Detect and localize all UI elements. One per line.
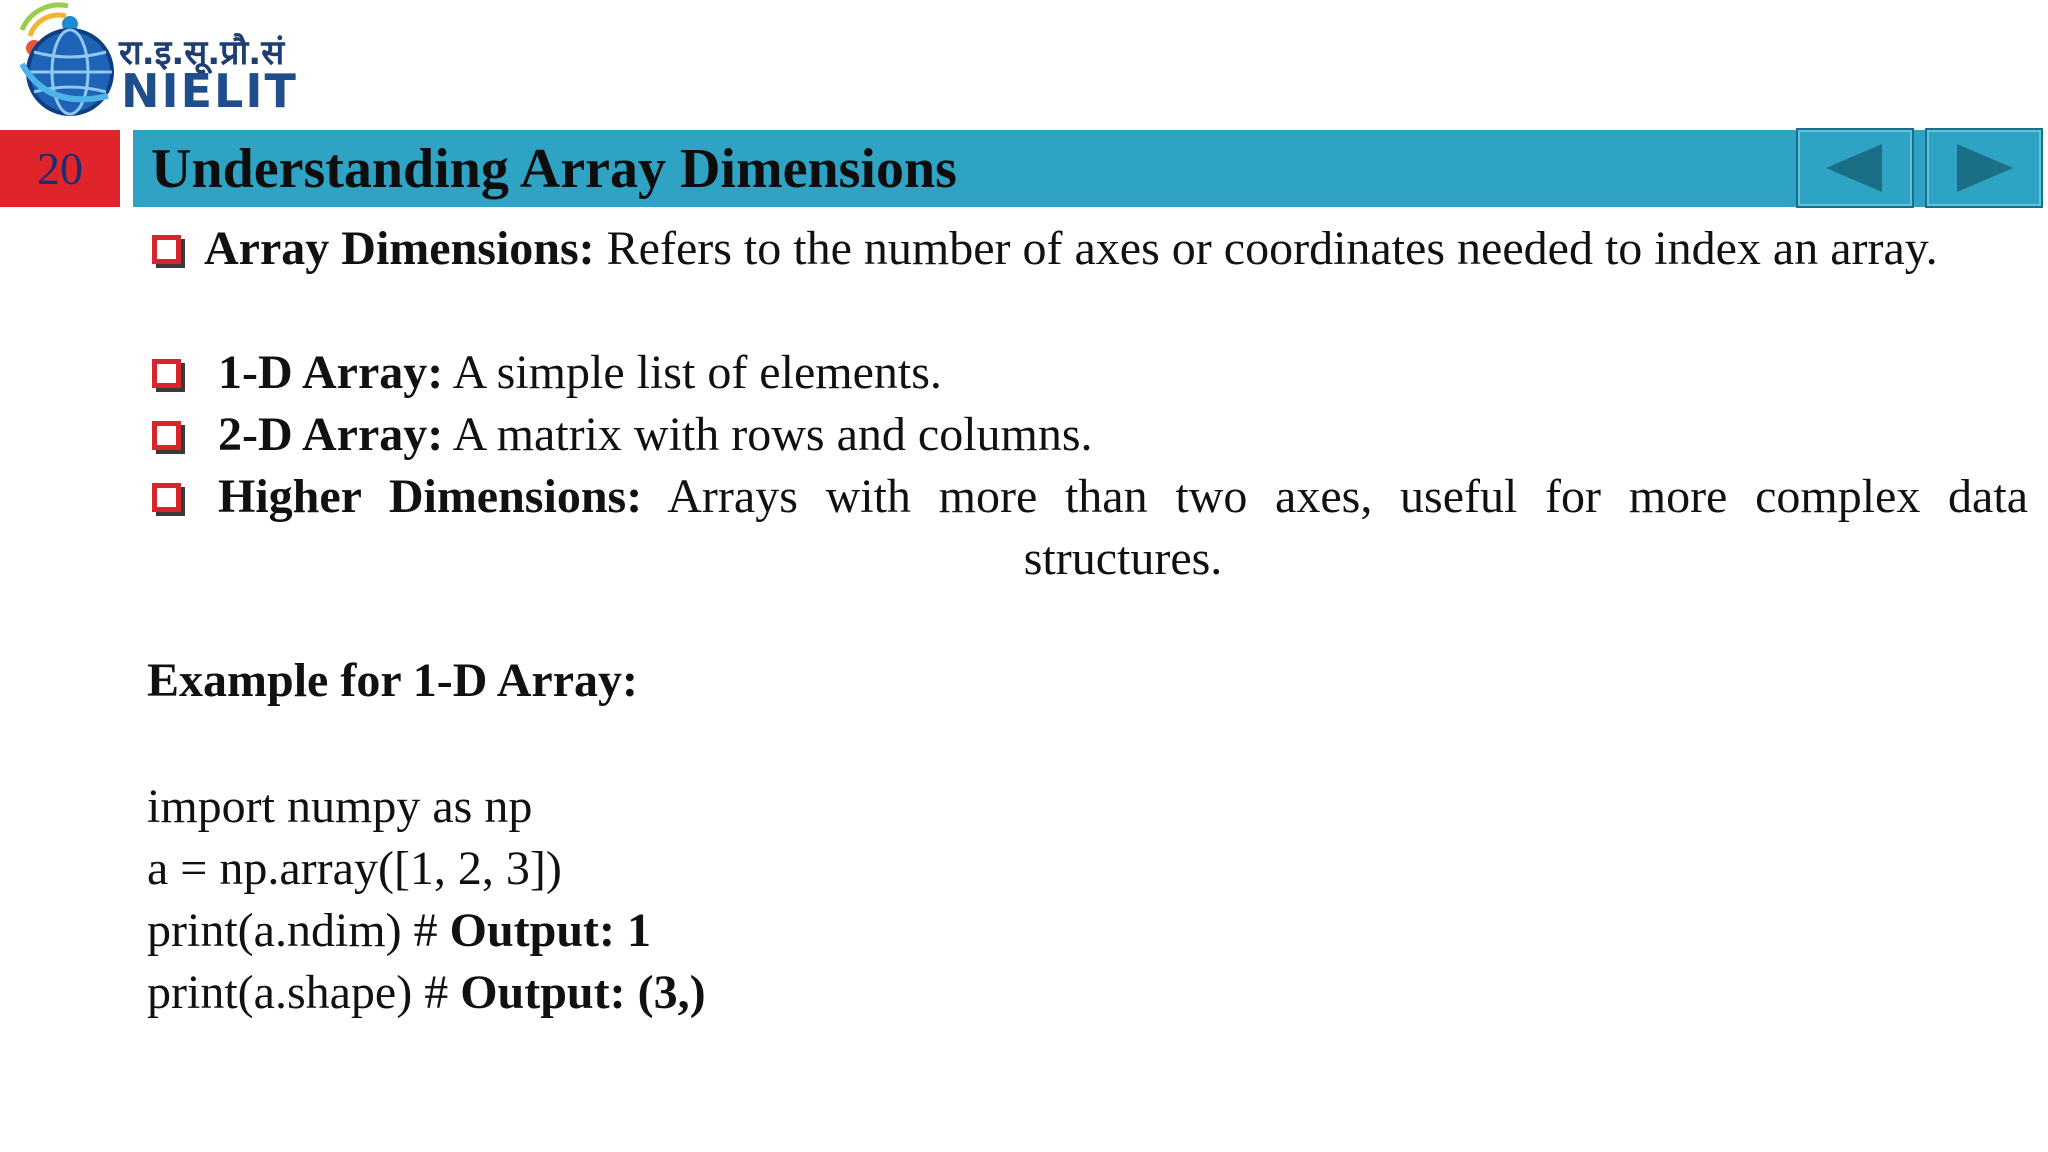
nielit-logo (8, 0, 308, 120)
bullet-item (148, 342, 2028, 404)
code-block (147, 776, 706, 1024)
logo-wordmark: NIELIT (121, 64, 298, 118)
bullet-item (148, 466, 2028, 590)
code-output: Output: (3,) (460, 966, 706, 1019)
bullet-text: Arrays with more than two axes, useful for more complex data structures. (642, 470, 2029, 585)
slide-number: 20 (0, 130, 120, 207)
example-heading: Example for 1-D Array: (147, 654, 639, 707)
next-slide-button[interactable] (1925, 128, 2043, 208)
bullet-text: Refers to the number of axes or coordinates needed to index an array. (594, 222, 1938, 275)
code-line (147, 776, 706, 838)
globe-logo-icon (8, 0, 118, 120)
code-line (147, 838, 706, 900)
checkbox-bullet-icon (152, 359, 181, 388)
code-text: import numpy as np (147, 780, 533, 833)
bullet-term: Array Dimensions: (204, 222, 595, 275)
checkbox-bullet-icon (152, 483, 181, 512)
previous-slide-button[interactable] (1796, 128, 1914, 208)
bullet-text: A simple list of elements. (443, 346, 942, 399)
bullet-list (148, 218, 2028, 590)
checkbox-bullet-icon (152, 235, 181, 264)
code-output: Output: 1 (449, 904, 651, 957)
triangle-left-icon (1820, 140, 1890, 196)
example-section (147, 650, 638, 712)
code-text: a = np.array([1, 2, 3]) (147, 842, 562, 895)
checkbox-bullet-icon (152, 421, 181, 450)
code-text: print(a.ndim) # (147, 904, 450, 957)
title-bar (133, 130, 2041, 207)
bullet-term: 1-D Array: (218, 346, 444, 399)
code-text: print(a.shape) # (147, 966, 461, 1019)
bullet-text: A matrix with rows and columns. (443, 408, 1093, 461)
code-line (147, 900, 706, 962)
bullet-item (148, 218, 2028, 342)
bullet-term: 2-D Array: (218, 408, 444, 461)
code-line (147, 962, 706, 1024)
bullet-term: Higher Dimensions: (218, 470, 643, 523)
triangle-right-icon (1949, 140, 2019, 196)
slide-title: Understanding Array Dimensions (151, 137, 957, 200)
logo-hindi-text: रा.इ.सू.प्रौ.सं (119, 33, 285, 73)
bullet-item (148, 404, 2028, 466)
